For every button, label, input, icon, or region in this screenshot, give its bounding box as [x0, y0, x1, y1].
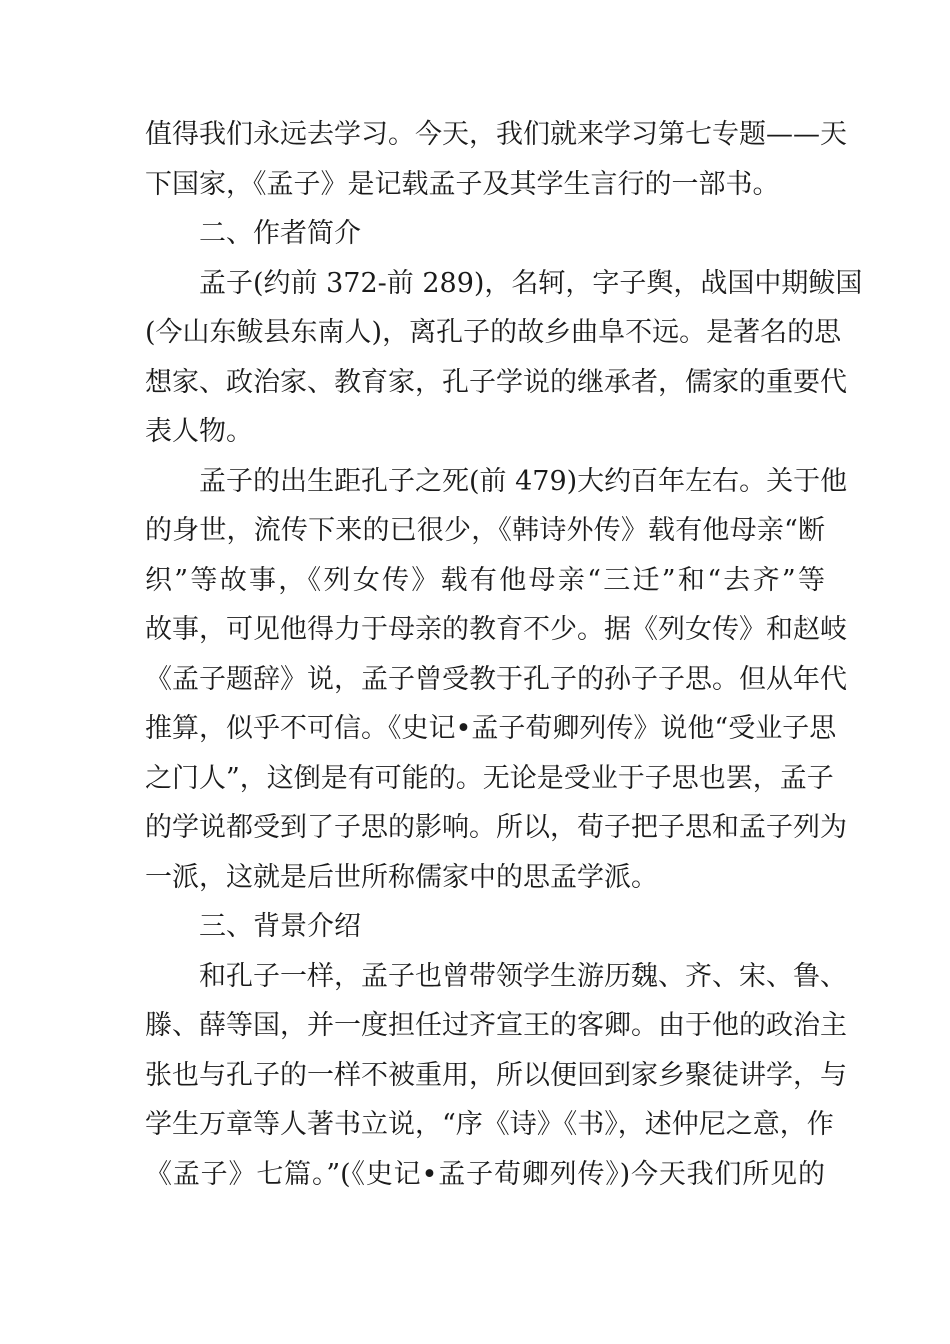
text-line: 一派，这就是后世所称儒家中的思孟学派。: [145, 861, 658, 893]
text-line: 的身世，流传下来的已很少，《韩诗外传》载有他母亲“断: [145, 515, 825, 546]
text-line: 《孟子》七篇。”(《史记•孟子荀卿列传》)今天我们所见的: [145, 1158, 825, 1190]
text-line: 织”等故事，《列女传》载有他母亲“三迁”和“去齐”等: [145, 564, 825, 596]
text-line: 下国家，《孟子》是记载孟子及其学生言行的一部书。: [145, 168, 780, 200]
text-line: 滕、薛等国，并一度担任过齐宣王的客卿。由于他的政治主: [145, 1010, 847, 1041]
section-heading: 三、背景介绍: [199, 911, 361, 942]
body-text: [145, 110, 863, 1199]
text-line: 之门人”，这倒是有可能的。无论是受业于子思也罢，孟子: [145, 762, 834, 794]
text-line: 孟子(约前 372-前 289)，名轲，字子舆，战国中期鲅国: [199, 267, 863, 299]
text-line: 和孔子一样，孟子也曾带领学生游历魏、齐、宋、鲁、: [199, 960, 847, 992]
text-line: 值得我们永远去学习。今天，我们就来学习第七专题——天: [145, 119, 847, 150]
text-line: 推算，似乎不可信。《史记•孟子荀卿列传》说他“受业子思: [145, 713, 837, 744]
text-line: 的学说都受到了子思的影响。所以，荀子把子思和孟子列为: [145, 812, 847, 843]
text-line: 学生万章等人著书立说，“序《诗》《书》，述仲尼之意，作: [145, 1109, 834, 1140]
text-line: (今山东鲅县东南人)，离孔子的故乡曲阜不远。是著名的思: [145, 317, 842, 348]
text-line: 张也与孔子的一样不被重用，所以便回到家乡聚徒讲学，与: [145, 1059, 847, 1091]
text-line: 孟子的出生距孔子之死(前 479)大约百年左右。关于他: [199, 465, 848, 497]
text-line: 《孟子题辞》说，孟子曾受教于孔子的孙子子思。但从年代: [145, 663, 847, 695]
text-line: 故事，可见他得力于母亲的教育不少。据《列女传》和赵岐: [145, 614, 847, 645]
section-heading: 二、作者简介: [199, 218, 361, 249]
text-line: 表人物。: [145, 416, 253, 447]
text-line: 想家、政治家、教育家，孔子学说的继承者，儒家的重要代: [145, 366, 847, 398]
